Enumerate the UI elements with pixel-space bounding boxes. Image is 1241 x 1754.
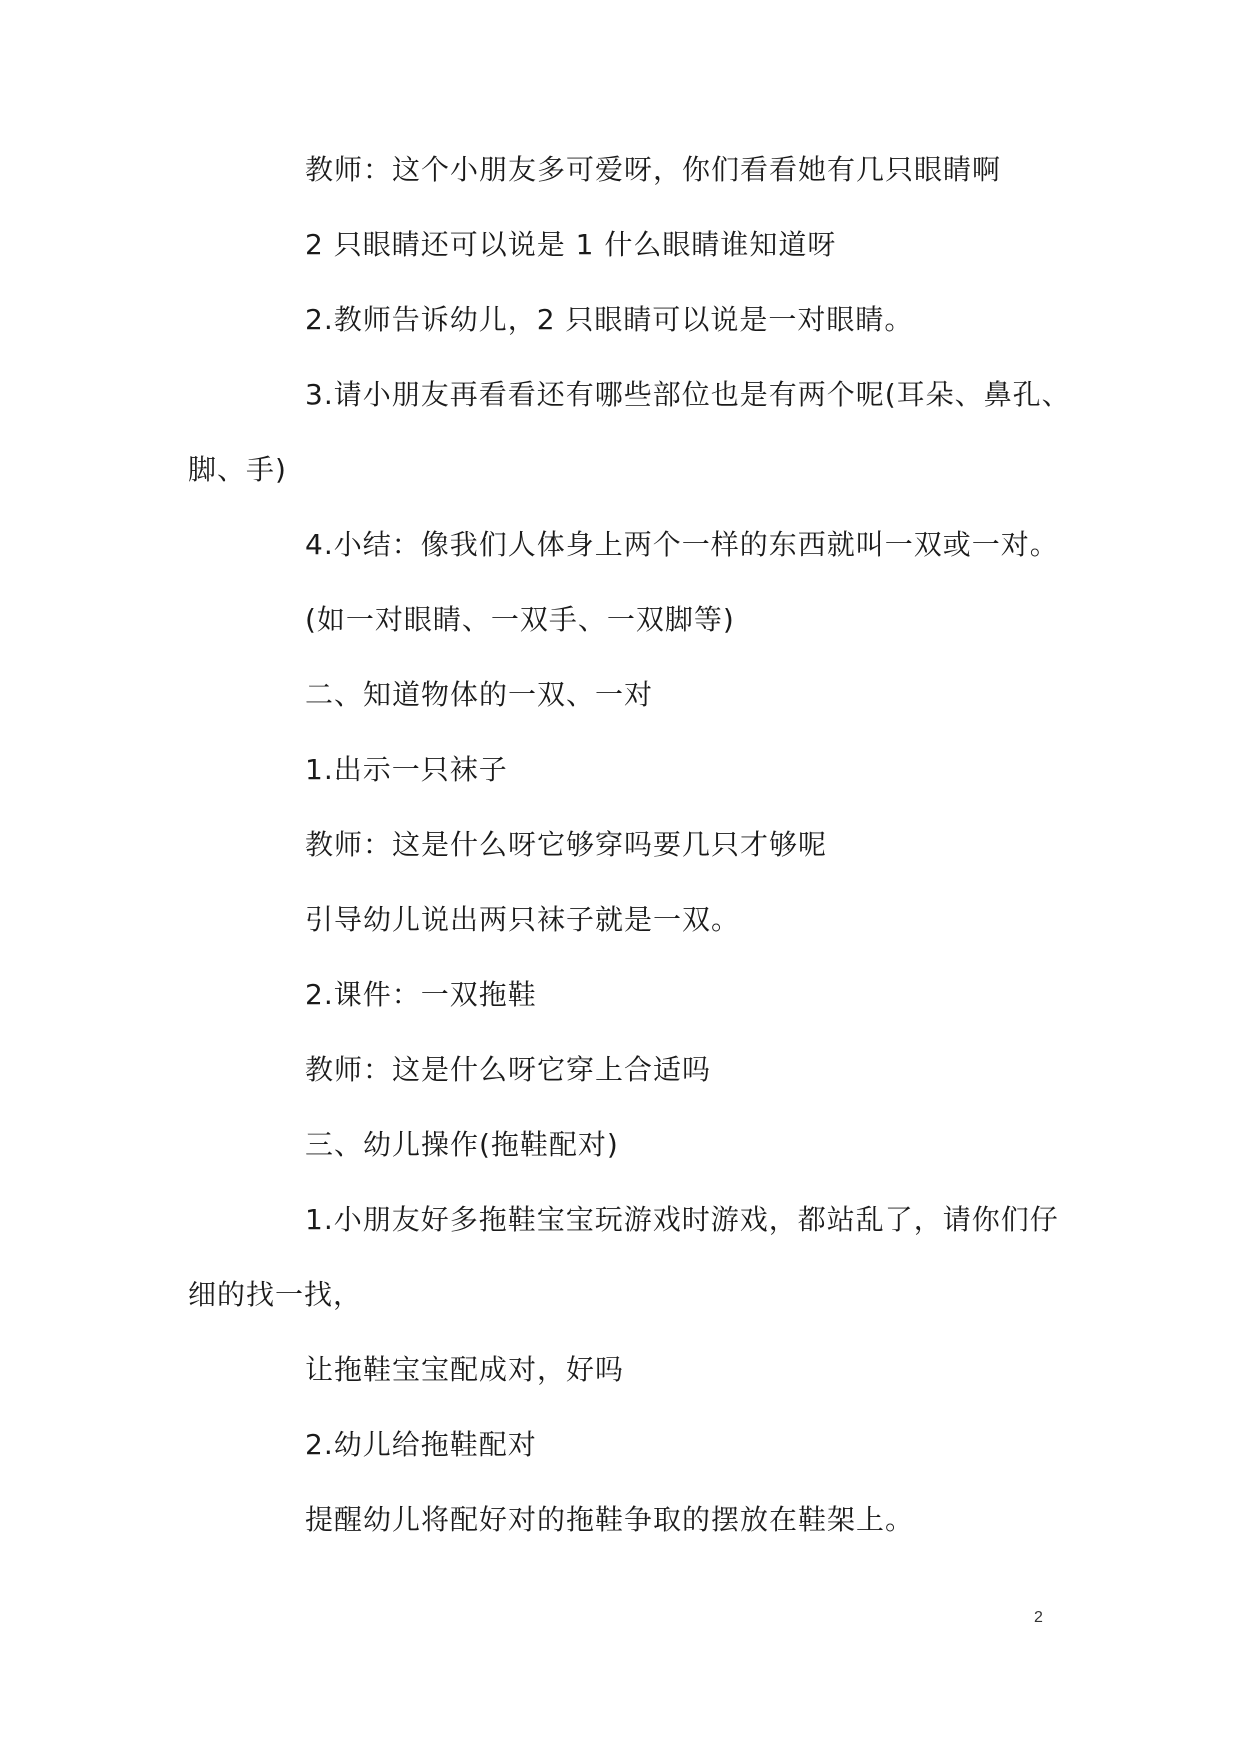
text-line: 教师：这是什么呀它穿上合适吗 — [305, 1053, 712, 1086]
text-line: 教师：这是什么呀它够穿吗要几只才够呢 — [305, 828, 828, 861]
text-line: 让拖鞋宝宝配成对，好吗 — [305, 1353, 625, 1386]
text-line: (如一对眼睛、一双手、一双脚等) — [305, 603, 735, 636]
text-line: 2.教师告诉幼儿，2 只眼睛可以说是一对眼睛。 — [305, 303, 914, 336]
text-line: 教师：这个小朋友多可爱呀，你们看看她有几只眼睛啊 — [305, 153, 1002, 186]
text-line: 3.请小朋友再看看还有哪些部位也是有两个呢(耳朵、鼻孔、 — [305, 378, 1071, 411]
text-line: 1.小朋友好多拖鞋宝宝玩游戏时游戏，都站乱了，请你们仔 — [305, 1203, 1059, 1236]
text-line: 引导幼儿说出两只袜子就是一双。 — [305, 903, 741, 936]
text-line: 脚、手) — [188, 453, 287, 486]
text-line: 提醒幼儿将配好对的拖鞋争取的摆放在鞋架上。 — [305, 1503, 915, 1536]
text-line: 2 只眼睛还可以说是 1 什么眼睛谁知道呀 — [305, 228, 837, 261]
text-line: 细的找一找， — [188, 1278, 363, 1311]
text-line: 2.幼儿给拖鞋配对 — [305, 1428, 537, 1461]
text-line: 1.出示一只袜子 — [305, 753, 508, 786]
page-number: 2 — [1034, 1609, 1043, 1626]
section-heading: 三、幼儿操作(拖鞋配对) — [305, 1128, 619, 1161]
section-heading: 二、知道物体的一双、一对 — [305, 678, 654, 711]
text-line: 4.小结：像我们人体身上两个一样的东西就叫一双或一对。 — [305, 528, 1059, 561]
text-line: 2.课件：一双拖鞋 — [305, 978, 537, 1011]
